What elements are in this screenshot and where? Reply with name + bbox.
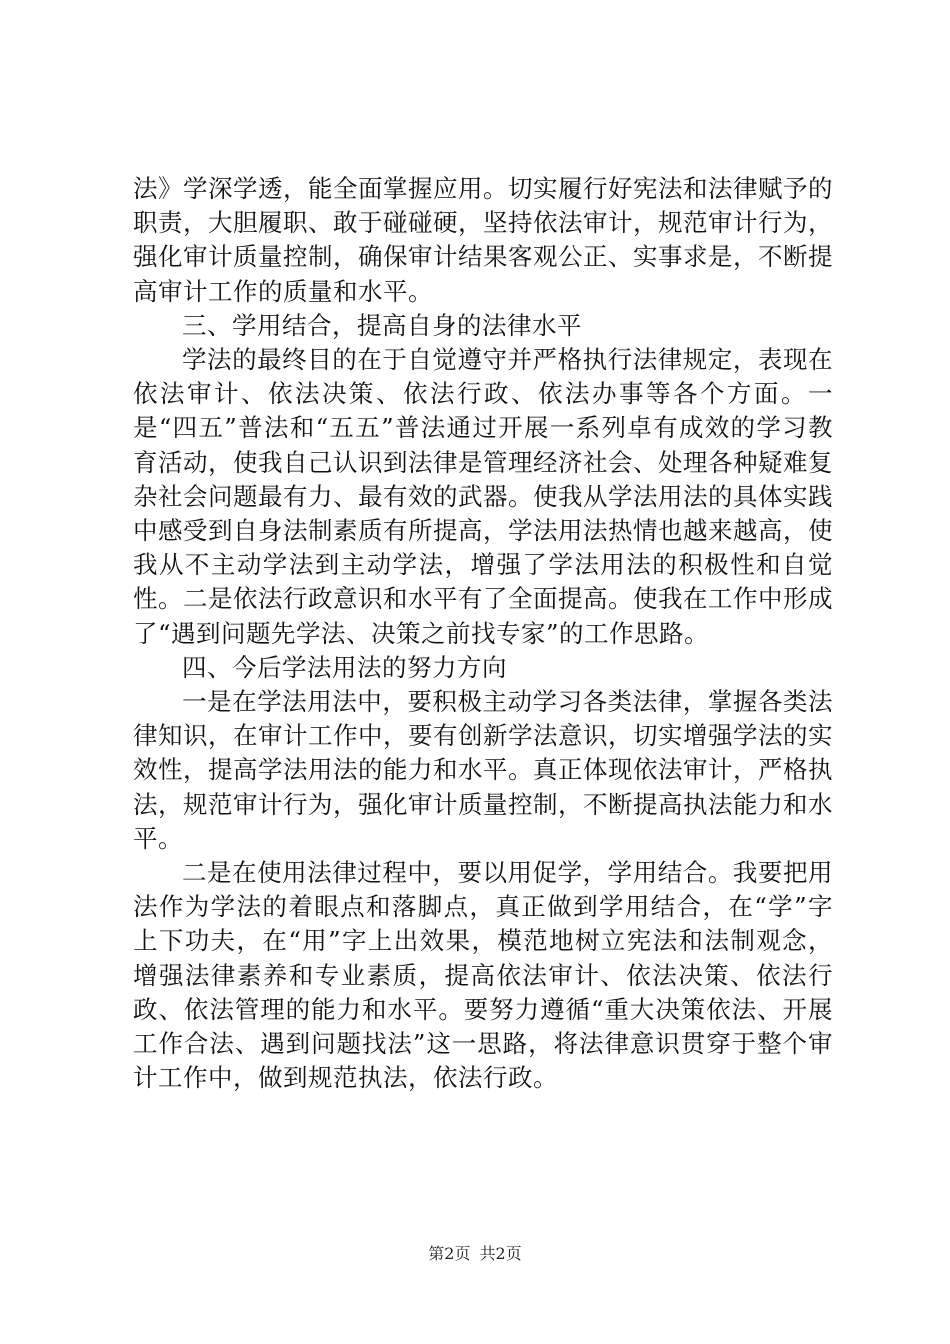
- page-total: 共2页: [479, 1244, 522, 1263]
- document-body: [133, 172, 833, 1095]
- paragraph-direction-1: 一是在学法用法中，要积极主动学习各类法律，掌握各类法律知识，在审计工作中，要有创新学法意识，切实增强学法的实效性，提高学法用法的能力和水平。真正体现依法审计，严格执法，规范审计行为，强化审计质量控制，不断提高执法能力和水平。: [133, 687, 833, 853]
- page-footer: [0, 1244, 950, 1264]
- paragraph-direction-2: 二是在使用法律过程中，要以用促学，学用结合。我要把用法作为学法的着眼点和落脚点，真正做到学用结合，在“学”字上下功夫，在“用”字上出效果，模范地树立宪法和法制观念，增强法律素养和专业素质，提高依法审计、依法决策、依法行政、依法管理的能力和水平。要努力遵循“重大决策依法、开展工作合法、遇到问题找法”这一思路，将法律意识贯穿于整个审计工作中，做到规范执法，依法行政。: [133, 858, 833, 1093]
- paragraph-continued: 法》学深学透，能全面掌握应用。切实履行好宪法和法律赋予的职责，大胆履职、敢于碰碰硬，坚持依法审计，规范审计行为，强化审计质量控制，确保审计结果客观公正、实事求是，不断提高审计工作的质量和水平。: [133, 174, 833, 306]
- paragraph-section-3: 学法的最终目的在于自觉遵守并严格执行法律规定，表现在依法审计、依法决策、依法行政、依法办事等各个方面。一是“四五”普法和“五五”普法通过开展一系列卓有成效的学习教育活动，使我自己认识到法律是管理经济社会、处理各种疑难复杂社会问题最有力、最有效的武器。使我从学法用法的具体实践中感受到自身法制素质有所提高，学法用法热情也越来越高，使我从不主动学法到主动学法，增强了学法用法的积极性和自觉性。二是依法行政意识和水平有了全面提高。使我在工作中形成了“遇到问题先学法、决策之前找专家”的工作思路。: [133, 345, 833, 648]
- section-heading-4: 四、今后学法用法的努力方向: [182, 652, 507, 682]
- section-heading-3: 三、学用结合，提高自身的法律水平: [182, 310, 582, 340]
- page-number: 第2页: [428, 1244, 471, 1263]
